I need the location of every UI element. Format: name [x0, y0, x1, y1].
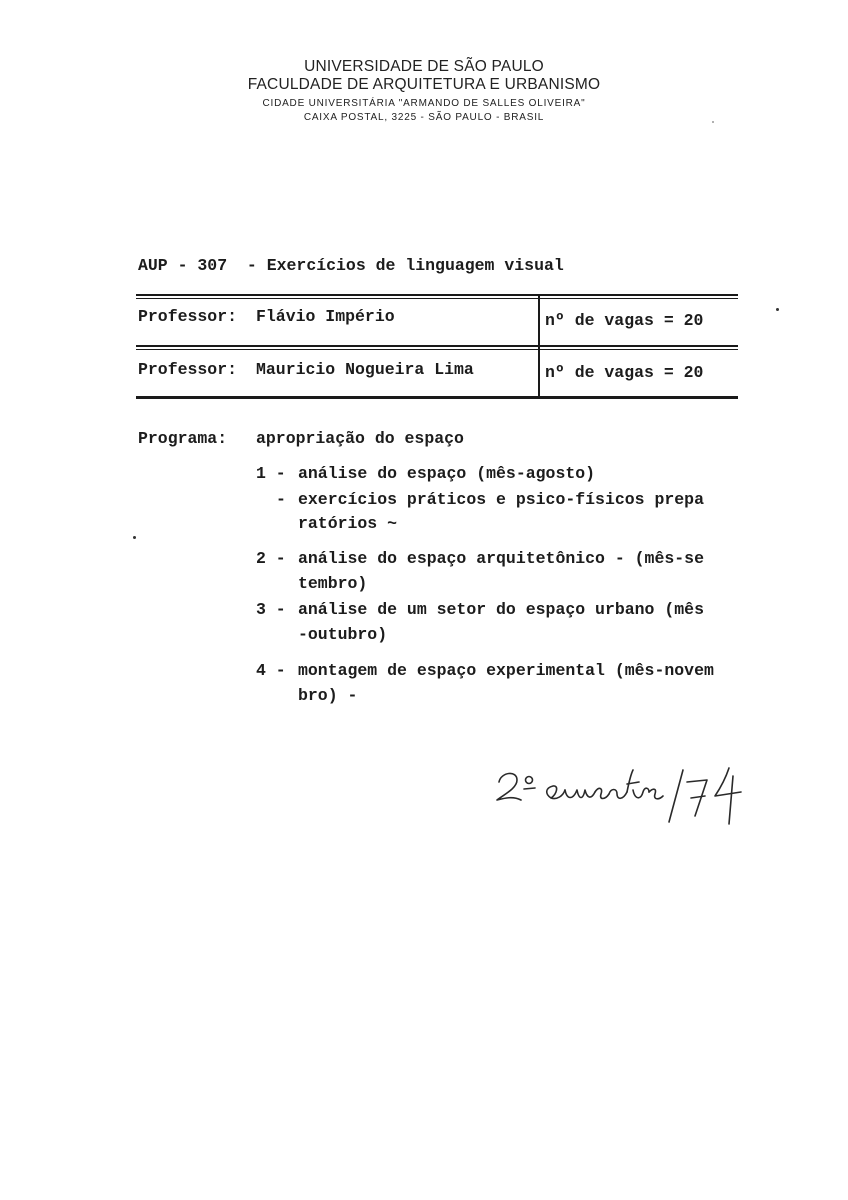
item-text: análise do espaço (mês-agosto): [298, 464, 596, 483]
vacancies: nº de vagas = 20: [545, 363, 704, 382]
item-text: exercícios práticos e psico-físicos prepa: [298, 490, 704, 509]
letterhead: [0, 58, 848, 125]
table-bottom-rule: [136, 396, 738, 399]
table-top-rule-inner: [136, 298, 738, 299]
program-label: Programa:: [138, 429, 228, 448]
professor-label: Professor:: [138, 360, 238, 379]
table-top-rule: [136, 294, 738, 296]
item-number: 4 -: [256, 661, 286, 680]
faculty-name: FACULDADE DE ARQUITETURA E URBANISMO: [247, 76, 601, 93]
professor-name: Mauricio Nogueira Lima: [256, 360, 474, 379]
paper-speck: [776, 308, 779, 311]
item-number: 3 -: [256, 600, 286, 619]
postal-address: CAIXA POSTAL, 3225 - SÃO PAULO - BRASIL: [303, 112, 545, 123]
item-text: análise de um setor do espaço urbano (mês: [298, 600, 704, 619]
professor-name: Flávio Império: [256, 307, 395, 326]
item-text-continued: ratórios ~: [298, 514, 398, 533]
program-title: apropriação do espaço: [256, 429, 464, 448]
item-text: montagem de espaço experimental (mês-novem: [298, 661, 714, 680]
item-text-continued: bro) -: [298, 686, 358, 705]
table-column-divider: [538, 296, 540, 399]
item-number: 1 -: [256, 464, 286, 483]
item-text-continued: -outubro): [298, 625, 388, 644]
item-number: -: [276, 490, 286, 509]
table-middle-rule: [136, 345, 738, 347]
item-text: análise do espaço arquitetônico - (mês-se: [298, 549, 704, 568]
handwritten-semester-note: [493, 760, 763, 830]
table-middle-rule-inner: [136, 349, 738, 350]
professor-label: Professor:: [138, 307, 238, 326]
item-number: 2 -: [256, 549, 286, 568]
university-name: UNIVERSIDADE DE SÃO PAULO: [304, 58, 544, 75]
paper-speck: [133, 536, 136, 539]
course-title: AUP - 307 - Exercícios de linguagem visual: [138, 256, 564, 275]
paper-speck: [712, 121, 714, 123]
vacancies: nº de vagas = 20: [545, 311, 704, 330]
item-text-continued: tembro): [298, 574, 368, 593]
campus-name: CIDADE UNIVERSITÁRIA "ARMANDO DE SALLES OLIVEIRA": [262, 98, 586, 109]
